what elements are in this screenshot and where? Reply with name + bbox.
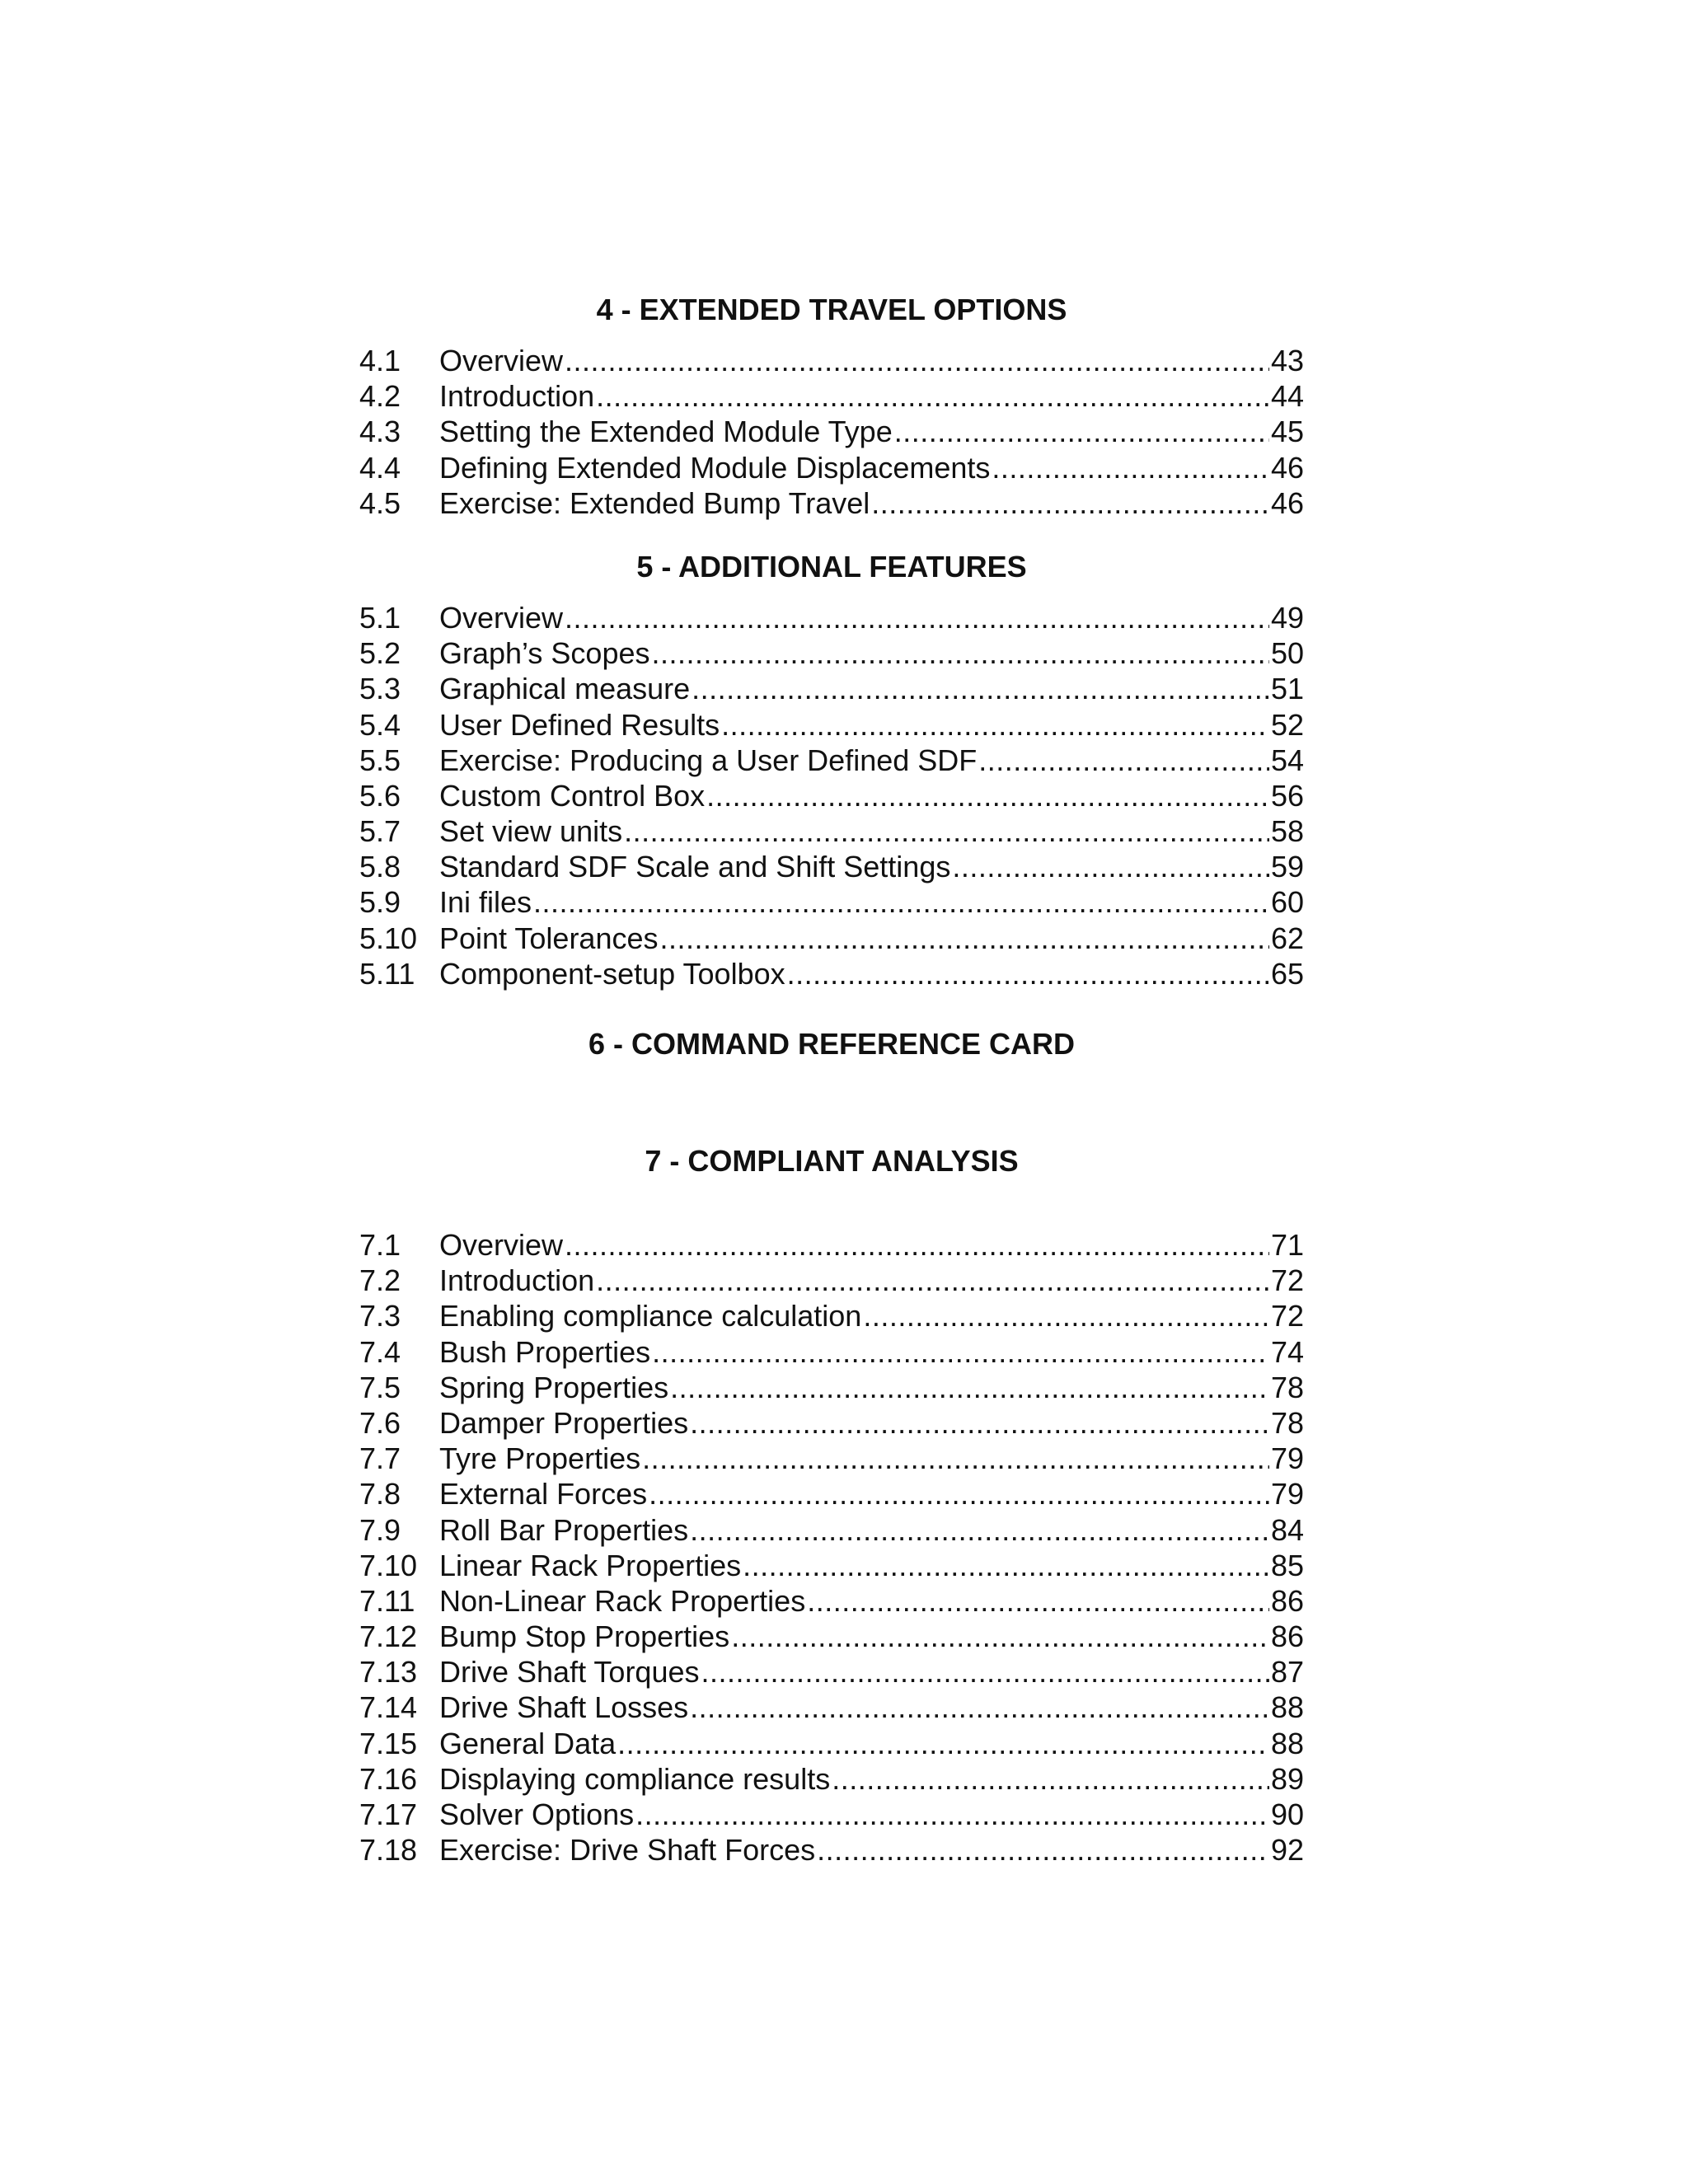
entry-number: 5.1 xyxy=(359,600,401,635)
entry-number: 7.5 xyxy=(359,1370,401,1404)
toc-entry[interactable] xyxy=(359,921,1304,956)
entry-number: 7.4 xyxy=(359,1334,401,1369)
entry-page-number: 54 xyxy=(1270,743,1304,777)
entry-number: 7.18 xyxy=(359,1833,418,1868)
toc-entry[interactable] xyxy=(359,671,1304,706)
dot-leader xyxy=(787,956,1269,991)
entry-page-number: 85 xyxy=(1270,1548,1304,1582)
dot-leader xyxy=(978,743,1269,778)
toc-entry[interactable] xyxy=(359,778,1304,813)
entry-number: 4.5 xyxy=(359,485,401,520)
dot-leader xyxy=(690,1512,1269,1548)
entry-title: Damper Properties xyxy=(439,1405,689,1440)
section-heading: 7 - COMPLIANT ANALYSIS xyxy=(645,1144,1019,1178)
toc-entry-list xyxy=(359,343,1304,521)
dot-leader xyxy=(692,671,1269,706)
entry-title: Set view units xyxy=(439,814,623,849)
dot-leader xyxy=(807,1583,1269,1619)
dot-leader xyxy=(863,1298,1269,1333)
dot-leader xyxy=(670,1370,1269,1405)
dot-leader xyxy=(690,1405,1269,1441)
entry-title: Graph’s Scopes xyxy=(439,636,650,671)
entry-page-number: 50 xyxy=(1270,636,1304,671)
entry-title: Exercise: Producing a User Defined SDF xyxy=(439,743,978,777)
toc-entry[interactable] xyxy=(359,1832,1304,1868)
entry-page-number: 79 xyxy=(1270,1477,1304,1511)
toc-entry-list xyxy=(359,1227,1304,1868)
entry-page-number: 44 xyxy=(1270,379,1304,414)
entry-number: 7.17 xyxy=(359,1797,418,1831)
entry-title: Introduction xyxy=(439,379,595,414)
toc-entry[interactable] xyxy=(359,1441,1304,1476)
entry-page-number: 86 xyxy=(1270,1619,1304,1654)
toc-entry[interactable] xyxy=(359,813,1304,849)
entry-title: Point Tolerances xyxy=(439,921,659,955)
toc-entry[interactable] xyxy=(359,1370,1304,1405)
table-of-contents xyxy=(359,290,1304,1868)
entry-page-number: 74 xyxy=(1270,1334,1304,1369)
toc-entry[interactable] xyxy=(359,450,1304,485)
entry-number: 4.2 xyxy=(359,379,401,414)
section-heading: 5 - ADDITIONAL FEATURES xyxy=(636,549,1027,583)
dot-leader xyxy=(533,884,1269,920)
dot-leader xyxy=(565,343,1269,378)
entry-title: Introduction xyxy=(439,1263,595,1298)
entry-number: 5.3 xyxy=(359,672,401,706)
entry-title: External Forces xyxy=(439,1477,648,1511)
entry-number: 7.1 xyxy=(359,1228,401,1262)
dot-leader xyxy=(706,778,1269,813)
entry-number: 7.6 xyxy=(359,1405,401,1440)
toc-entry[interactable] xyxy=(359,707,1304,743)
dot-leader xyxy=(743,1548,1269,1583)
toc-entry[interactable] xyxy=(359,1690,1304,1725)
entry-number: 5.7 xyxy=(359,814,401,849)
dot-leader xyxy=(701,1654,1269,1690)
entry-page-number: 78 xyxy=(1270,1405,1304,1440)
dot-leader xyxy=(642,1441,1269,1476)
entry-page-number: 51 xyxy=(1270,672,1304,706)
entry-number: 7.16 xyxy=(359,1761,418,1796)
entry-number: 5.5 xyxy=(359,743,401,777)
toc-entry[interactable] xyxy=(359,1263,1304,1298)
toc-entry[interactable] xyxy=(359,956,1304,991)
entry-title: Graphical measure xyxy=(439,672,691,706)
dot-leader xyxy=(660,921,1269,956)
entry-title: Drive Shaft Torques xyxy=(439,1655,700,1690)
entry-title: Overview xyxy=(439,600,564,635)
entry-title: Defining Extended Module Displacements xyxy=(439,450,991,485)
entry-number: 7.2 xyxy=(359,1263,401,1298)
entry-title: User Defined Results xyxy=(439,707,720,742)
dot-leader xyxy=(690,1690,1269,1725)
toc-entry[interactable] xyxy=(359,849,1304,884)
entry-page-number: 45 xyxy=(1270,415,1304,449)
entry-number: 7.3 xyxy=(359,1299,401,1333)
entry-page-number: 49 xyxy=(1270,600,1304,635)
entry-page-number: 72 xyxy=(1270,1299,1304,1333)
entry-title: Setting the Extended Module Type xyxy=(439,415,893,449)
toc-entry[interactable] xyxy=(359,743,1304,778)
entry-title: Exercise: Extended Bump Travel xyxy=(439,485,870,520)
entry-title: Standard SDF Scale and Shift Settings xyxy=(439,850,951,884)
entry-number: 5.8 xyxy=(359,850,401,884)
entry-page-number: 89 xyxy=(1270,1761,1304,1796)
dot-leader xyxy=(651,635,1268,671)
entry-number: 7.13 xyxy=(359,1655,418,1690)
entry-number: 7.7 xyxy=(359,1441,401,1476)
entry-page-number: 60 xyxy=(1270,885,1304,920)
toc-entry[interactable] xyxy=(359,1476,1304,1511)
dot-leader xyxy=(617,1726,1269,1761)
entry-page-number: 46 xyxy=(1270,485,1304,520)
toc-entry[interactable] xyxy=(359,485,1304,521)
entry-number: 5.11 xyxy=(359,956,415,991)
toc-section-6 xyxy=(359,1024,1304,1064)
entry-page-number: 88 xyxy=(1270,1690,1304,1725)
toc-entry[interactable] xyxy=(359,884,1304,920)
entry-title: Displaying compliance results xyxy=(439,1761,831,1796)
dot-leader xyxy=(596,378,1269,414)
toc-entry[interactable] xyxy=(359,1548,1304,1583)
entry-number: 5.10 xyxy=(359,921,418,955)
toc-entry[interactable] xyxy=(359,414,1304,449)
entry-number: 4.4 xyxy=(359,450,401,485)
entry-number: 7.14 xyxy=(359,1690,418,1725)
entry-page-number: 58 xyxy=(1270,814,1304,849)
toc-entry[interactable] xyxy=(359,1334,1304,1370)
entry-number: 5.4 xyxy=(359,707,401,742)
dot-leader xyxy=(635,1797,1269,1832)
entry-title: Exercise: Drive Shaft Forces xyxy=(439,1833,816,1868)
toc-entry[interactable] xyxy=(359,635,1304,671)
entry-title: Component-setup Toolbox xyxy=(439,956,785,991)
toc-entry[interactable] xyxy=(359,1583,1304,1619)
entry-title: Solver Options xyxy=(439,1797,635,1831)
dot-leader xyxy=(894,414,1269,449)
entry-page-number: 90 xyxy=(1270,1797,1304,1831)
section-heading: 4 - EXTENDED TRAVEL OPTIONS xyxy=(596,293,1067,326)
entry-title: Custom Control Box xyxy=(439,778,706,813)
entry-title: Bump Stop Properties xyxy=(439,1619,730,1654)
entry-number: 4.1 xyxy=(359,344,401,377)
entry-title: Bush Properties xyxy=(439,1334,651,1369)
dot-leader xyxy=(624,813,1269,849)
entry-title: Roll Bar Properties xyxy=(439,1512,689,1547)
dot-leader xyxy=(832,1761,1269,1797)
dot-leader xyxy=(565,1227,1269,1263)
entry-page-number: 92 xyxy=(1270,1833,1304,1868)
entry-page-number: 84 xyxy=(1270,1512,1304,1547)
entry-page-number: 78 xyxy=(1270,1370,1304,1404)
dot-leader xyxy=(565,600,1269,635)
entry-page-number: 52 xyxy=(1270,707,1304,742)
entry-number: 5.9 xyxy=(359,885,401,920)
entry-page-number: 72 xyxy=(1270,1263,1304,1298)
entry-title: Tyre Properties xyxy=(439,1441,641,1476)
entry-number: 5.6 xyxy=(359,778,401,813)
toc-entry[interactable] xyxy=(359,1227,1304,1263)
toc-entry[interactable] xyxy=(359,1654,1304,1690)
dot-leader xyxy=(952,849,1269,884)
entry-title: Overview xyxy=(439,1228,564,1262)
section-heading: 6 - COMMAND REFERENCE CARD xyxy=(588,1027,1075,1061)
entry-title: Non-Linear Rack Properties xyxy=(439,1583,806,1618)
entry-title: General Data xyxy=(439,1726,617,1760)
entry-title: Spring Properties xyxy=(439,1370,669,1404)
entry-page-number: 56 xyxy=(1270,778,1304,813)
toc-entry[interactable] xyxy=(359,1797,1304,1832)
entry-page-number: 79 xyxy=(1270,1441,1304,1476)
entry-number: 7.15 xyxy=(359,1726,418,1760)
entry-title: Ini files xyxy=(439,885,532,920)
toc-entry[interactable] xyxy=(359,1726,1304,1761)
dot-leader xyxy=(649,1476,1269,1511)
toc-section-7 xyxy=(359,1141,1304,1868)
toc-entry[interactable] xyxy=(359,600,1304,635)
entry-number: 4.3 xyxy=(359,415,401,449)
toc-section-4 xyxy=(359,290,1304,521)
entry-page-number: 86 xyxy=(1270,1583,1304,1618)
dot-leader xyxy=(817,1832,1269,1868)
dot-leader xyxy=(871,485,1269,521)
toc-entry[interactable] xyxy=(359,1761,1304,1797)
entry-page-number: 88 xyxy=(1270,1726,1304,1760)
toc-entry[interactable] xyxy=(359,1512,1304,1548)
entry-title: Drive Shaft Losses xyxy=(439,1690,689,1725)
entry-title: Overview xyxy=(439,344,564,377)
toc-entry[interactable] xyxy=(359,1405,1304,1441)
entry-number: 7.11 xyxy=(359,1583,415,1618)
entry-number: 7.10 xyxy=(359,1548,418,1582)
toc-entry-list xyxy=(359,600,1304,991)
toc-section-5 xyxy=(359,547,1304,991)
dot-leader xyxy=(721,707,1269,743)
entry-page-number: 62 xyxy=(1270,921,1304,955)
entry-number: 7.12 xyxy=(359,1619,418,1654)
entry-page-number: 87 xyxy=(1270,1655,1304,1690)
entry-number: 7.8 xyxy=(359,1477,401,1511)
entry-page-number: 65 xyxy=(1270,956,1304,991)
entry-title: Enabling compliance calculation xyxy=(439,1299,862,1333)
entry-number: 5.2 xyxy=(359,636,401,671)
toc-entry[interactable] xyxy=(359,378,1304,414)
entry-page-number: 46 xyxy=(1270,450,1304,485)
entry-page-number: 71 xyxy=(1270,1228,1304,1262)
toc-entry[interactable] xyxy=(359,1619,1304,1654)
dot-leader xyxy=(731,1619,1269,1654)
dot-leader xyxy=(596,1263,1269,1298)
entry-number: 7.9 xyxy=(359,1512,401,1547)
entry-title: Linear Rack Properties xyxy=(439,1548,742,1582)
toc-entry[interactable] xyxy=(359,343,1304,378)
entry-page-number: 59 xyxy=(1270,850,1304,884)
dot-leader xyxy=(992,450,1269,485)
entry-page-number: 43 xyxy=(1270,344,1304,377)
toc-entry[interactable] xyxy=(359,1298,1304,1333)
dot-leader xyxy=(652,1334,1269,1370)
